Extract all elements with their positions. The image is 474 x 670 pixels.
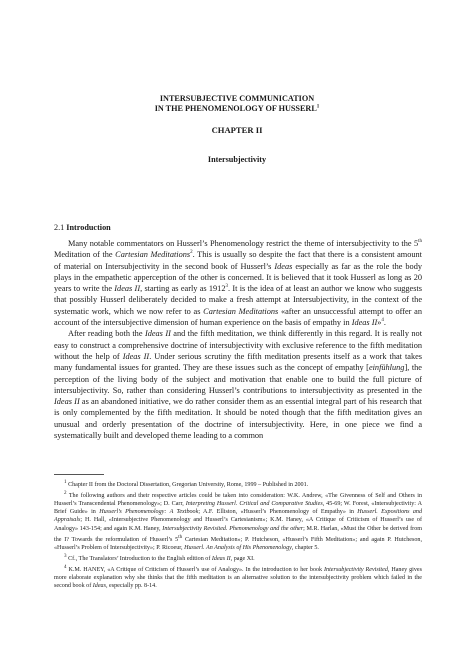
paragraph-1 bbox=[54, 238, 422, 328]
footnotes bbox=[54, 478, 422, 590]
italic-run: Cartesian Meditations bbox=[115, 250, 191, 260]
italic-run: Ideas II bbox=[144, 329, 171, 339]
text-run: , 45-69; W. Forest, «Intersubjectivity: A Brief Guide» in bbox=[54, 501, 422, 516]
chapter-heading: CHAPTER II bbox=[211, 125, 263, 135]
footnote-ref: 4 bbox=[64, 563, 67, 570]
body-text bbox=[54, 238, 422, 441]
italic-run: Ideas bbox=[274, 261, 293, 271]
italic-run: Husserl’s Phenomenology: A Textbook bbox=[99, 509, 199, 516]
italic-run: Husserl. Expositions and Appraisals bbox=[54, 509, 423, 524]
footnote-ref: th bbox=[178, 533, 183, 540]
section-number: 2.1 bbox=[54, 223, 65, 232]
footnote-3 bbox=[54, 552, 422, 563]
italic-run: Cartesian Meditations bbox=[203, 306, 279, 316]
footnote-2 bbox=[54, 489, 422, 552]
italic-run: Ideas II bbox=[122, 351, 150, 361]
italic-run: Husserl. An Analysis of His Phenomenology bbox=[184, 544, 292, 551]
footnote-ref: 2 bbox=[190, 250, 193, 256]
footnote-ref: th bbox=[418, 239, 422, 245]
text-run: ; A.F. Elliston, «Husserl’s Phenomenology of Empathy» in bbox=[198, 509, 358, 516]
title-footnote-marker: 1 bbox=[316, 104, 320, 110]
footnote-ref: 2 bbox=[64, 490, 67, 497]
footnote-separator bbox=[54, 474, 104, 475]
italic-run: Intersubjectivity Revisited bbox=[324, 567, 388, 573]
italic-run: einfühlung bbox=[368, 363, 405, 373]
text-run: . This is usually so despite the fact that there is a consistent amount of material on Intersubjectivity in the second book of Husserl’s bbox=[54, 250, 422, 271]
text-run: K.M. HANEY, «A Critique of Criticism of Husserl’s use of Analogy». In the introduction to her book bbox=[66, 567, 325, 573]
text-run: Cartesian Meditation»; P. Hutcheson, «Husserl’s Fifth Meditation»; and again P. Hutcheson, «Husserl’s Problem of Intersubjectivity»; P. Ricoeur, bbox=[54, 536, 422, 551]
footnote-ref: 1 bbox=[64, 479, 67, 485]
text-run: » bbox=[377, 318, 382, 328]
section-heading bbox=[54, 223, 111, 233]
paragraph-2 bbox=[54, 328, 422, 441]
text-run: Meditation of the bbox=[54, 250, 116, 260]
text-run: ; M.R. Harlan, «Must the Other be derived from the I? Towards the reformulation of Husserl’s 5 bbox=[54, 525, 422, 543]
text-run: The following authors and their respective articles could be taken into consideration: W.K. Andrew, «The Givenness of Self and Others in Husserl’s Transcendental Phenomenology»; D. Carr, bbox=[54, 493, 422, 508]
italic-run: Interpreting Husserl. Critical and Comparative Studies bbox=[185, 501, 323, 508]
title-line-1-text: INTERSUBJECTIVE COMMUNICATION bbox=[159, 94, 315, 103]
text-run: ; H. Hall, «Intersubjective Phenomenology and Husserl’s Cartesianism»; K.M. Haney, «A Critique of Criticism of Husserl’s use of Analogy» 143-154; and again K.M. Haney, bbox=[54, 517, 422, 532]
title-line-2-text: IN THE PHENOMENOLOGY OF HUSSERL bbox=[154, 104, 317, 113]
text-run: , Haney gives more elaborate explanation why she thinks that the fifth meditation is an alternative solution to the intersubjectivity problem which failed in the second book of bbox=[54, 567, 422, 590]
footnote-ref: 3 bbox=[64, 552, 67, 559]
footnote-4 bbox=[54, 563, 422, 590]
document-title-line-1 bbox=[40, 94, 434, 104]
text-run: especially as far as the role the body plays in the empathetic apperception of the other is concerned. It is believed that it took Husserl as long as 20 years to write the bbox=[54, 261, 422, 294]
text-run: , page XI. bbox=[230, 555, 255, 562]
text-run: . bbox=[383, 318, 386, 328]
section-title: Introduction bbox=[66, 223, 111, 232]
text-run: «after an unsuccessful attempt to offer an account of the intersubjective dimension of human experience on the basis of empathy in bbox=[54, 306, 422, 328]
italic-run: Ideas II bbox=[114, 284, 141, 294]
text-run: as an abandoned initiative, we do rather consider them as an essential integral part of his research that is only complemented by the fifth meditation. It should be noted though that the fifth meditation gives an unusual and orderly presentation of the doctrine of intersubjectivity. Here, in one piece we find a systematically built and developed theme leading to a common bbox=[54, 397, 422, 441]
italic-run: Ideas II bbox=[351, 318, 378, 328]
footnote-1 bbox=[54, 478, 422, 489]
document-title-line-2 bbox=[40, 104, 434, 114]
text-run: . It is the idea of at least an author we know who suggests that possibly Husserl deliberately decided to make a fresh attempt at Intersubjectivity, in the context of the systematic work, which we now refer to as bbox=[54, 284, 422, 316]
text-run: and the fifth meditation, we think differently in this regard. It is really not easy to construct a comprehensive doctrine of intersubjectivity with exclusive reference to the fifth meditation without the help of bbox=[54, 329, 423, 361]
text-run: . Under serious scrutiny the fifth meditation presents itself as a work that takes many fundamental issues for granted. They are these issues such as the concept of empathy [ bbox=[54, 351, 423, 373]
italic-run: Ideas II bbox=[211, 555, 231, 562]
text-run: ], the perception of the living body of the subject and motivation that enable one to build the full picture of intersubjectivity. So, rather than considering Husserl’s contributions to intersubjectivity as presented in the bbox=[54, 363, 422, 395]
text-run: Cf., The Translators’ Introduction to the English edition of bbox=[66, 555, 212, 562]
chapter-subtitle: Intersubjectivity bbox=[207, 155, 267, 164]
text-run: , chapter 5. bbox=[291, 544, 319, 551]
text-run: Many notable commentators on Husserl’s Phenomenology restrict the theme of intersubjectivity to the 5 bbox=[68, 239, 419, 248]
text-run: Chapter II from the Doctoral Dissertation, Gregorian University, Rome, 1999 – Published in 2001. bbox=[66, 482, 309, 489]
footnote-ref: 3 bbox=[225, 284, 228, 290]
text-run: , starting as early as 1912 bbox=[140, 284, 226, 294]
italic-run: Ideas bbox=[92, 583, 106, 590]
italic-run: Ideas II bbox=[54, 397, 80, 407]
text-run: , especially pp. 8-14. bbox=[105, 583, 157, 590]
text-run: After reading both the bbox=[68, 329, 145, 339]
italic-run: Intersubjectivity Revisited. Phenomenology and the other bbox=[162, 525, 304, 532]
footnote-ref: 4 bbox=[381, 318, 384, 324]
